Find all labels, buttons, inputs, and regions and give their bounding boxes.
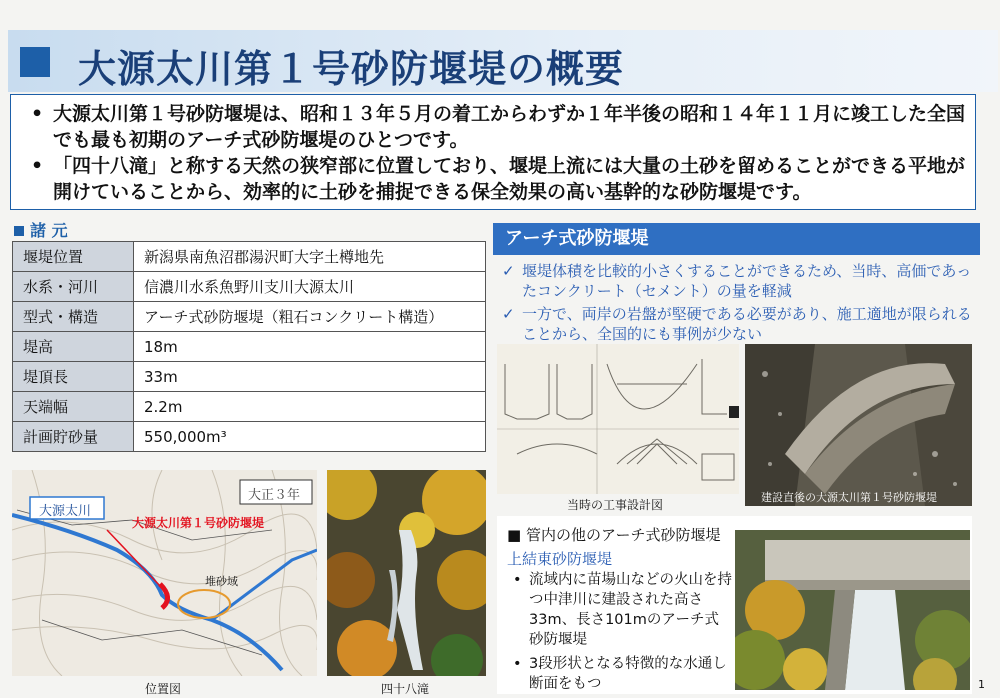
table-row bbox=[13, 302, 486, 332]
map-deposit-label: 堆砂域 bbox=[205, 575, 238, 588]
heading-square-icon bbox=[14, 226, 24, 236]
spec-label: 堰堤位置 bbox=[13, 242, 134, 272]
list-item bbox=[507, 570, 732, 650]
spec-value: 18m bbox=[134, 332, 486, 362]
page-title: 大源太川第１号砂防堰堤の概要 bbox=[78, 47, 625, 91]
summary-bullet: • 大源太川第１号砂防堰堤は、昭和１３年５月の着工からわずか１年半後の昭和１４年１１月に竣工した全国でも最も初期のアーチ式砂防堰堤のひとつです。 bbox=[25, 101, 965, 153]
spec-value: アーチ式砂防堰堤（粗石コンクリート構造） bbox=[134, 302, 486, 332]
list-item bbox=[507, 654, 732, 694]
other-point-text: 流域内に苗場山などの火山を持つ中津川に建設された高さ33m、長さ101mのアーチ式砂防堰堤 bbox=[529, 572, 732, 648]
waterfall-caption: 四十八滝 bbox=[381, 682, 430, 696]
check-icon: ✓ bbox=[502, 262, 515, 280]
arch-point bbox=[500, 304, 978, 344]
waterfall-graphic bbox=[327, 470, 486, 676]
arch-point-text: 一方で、両岸の岩盤が堅硬である必要があり、施工適地が限られることから、全国的にも事例が少ない bbox=[522, 305, 972, 343]
map-era-label: 大正３年 bbox=[248, 488, 301, 503]
arch-points bbox=[500, 261, 978, 347]
table-row bbox=[13, 392, 486, 422]
arch-heading: アーチ式砂防堰堤 bbox=[493, 223, 980, 255]
other-dam-graphic bbox=[735, 530, 970, 690]
construction-photo-graphic bbox=[745, 344, 972, 506]
table-row bbox=[13, 362, 486, 392]
title-square-icon bbox=[20, 47, 50, 77]
other-dam-photo bbox=[735, 530, 970, 690]
other-dam-name: 上結東砂防堰堤 bbox=[507, 550, 613, 568]
waterfall-photo bbox=[327, 470, 486, 676]
construction-photo bbox=[745, 344, 972, 506]
heading-square-icon: ■ bbox=[507, 526, 522, 544]
map-river-label: 大源太川 bbox=[39, 504, 92, 519]
summary-bullet: • 「四十八滝」と称する天然の狭窄部に位置しており、堰堤上流には大量の土砂を留めることができる平地が開けていることから、効率的に土砂を捕捉できる保全効果の高い基幹的な砂防堰堤です。 bbox=[25, 153, 965, 205]
other-dams-heading-label: 管内の他のアーチ式砂防堰堤 bbox=[525, 526, 721, 544]
other-dam-points bbox=[507, 570, 732, 698]
table-row bbox=[13, 422, 486, 452]
map-dam-label: 大源太川第１号砂防堰堤 bbox=[132, 516, 265, 530]
spec-value: 33m bbox=[134, 362, 486, 392]
spec-value: 新潟県南魚沼郡湯沢町大字土樽地先 bbox=[134, 242, 486, 272]
photo-caption: 建設直後の大源太川第１号砂防堰堤 bbox=[761, 491, 937, 504]
spec-label: 型式・構造 bbox=[13, 302, 134, 332]
drawing-mark-icon bbox=[729, 406, 739, 418]
design-drawing bbox=[497, 344, 739, 494]
location-map bbox=[12, 470, 317, 676]
spec-label: 天端幅 bbox=[13, 392, 134, 422]
summary-box bbox=[10, 94, 976, 210]
specs-heading bbox=[14, 218, 68, 241]
design-caption: 当時の工事設計図 bbox=[567, 498, 664, 512]
other-point-text: 3段形状となる特徴的な水通し断面をもつ bbox=[529, 656, 727, 692]
arch-point-text: 堰堤体積を比較的小さくすることができるため、当時、高価であったコンクリート（セメント）の量を軽減 bbox=[522, 262, 972, 300]
table-row bbox=[13, 272, 486, 302]
table-row bbox=[13, 242, 486, 272]
arch-point bbox=[500, 261, 978, 301]
other-dams-heading bbox=[507, 524, 721, 545]
bullet-icon: • bbox=[513, 656, 522, 672]
check-icon: ✓ bbox=[502, 305, 515, 323]
page-number: 1 bbox=[978, 678, 985, 691]
spec-label: 水系・河川 bbox=[13, 272, 134, 302]
bullet-icon: • bbox=[513, 572, 522, 588]
spec-value: 550,000m³ bbox=[134, 422, 486, 452]
spec-label: 堤高 bbox=[13, 332, 134, 362]
spec-label: 計画貯砂量 bbox=[13, 422, 134, 452]
design-drawing-graphic bbox=[497, 344, 739, 494]
specs-table bbox=[12, 241, 486, 452]
spec-label: 堤頂長 bbox=[13, 362, 134, 392]
table-row bbox=[13, 332, 486, 362]
spec-value: 2.2m bbox=[134, 392, 486, 422]
map-caption: 位置図 bbox=[145, 682, 182, 696]
spec-value: 信濃川水系魚野川支川大源太川 bbox=[134, 272, 486, 302]
specs-heading-label: 諸 元 bbox=[30, 221, 68, 240]
